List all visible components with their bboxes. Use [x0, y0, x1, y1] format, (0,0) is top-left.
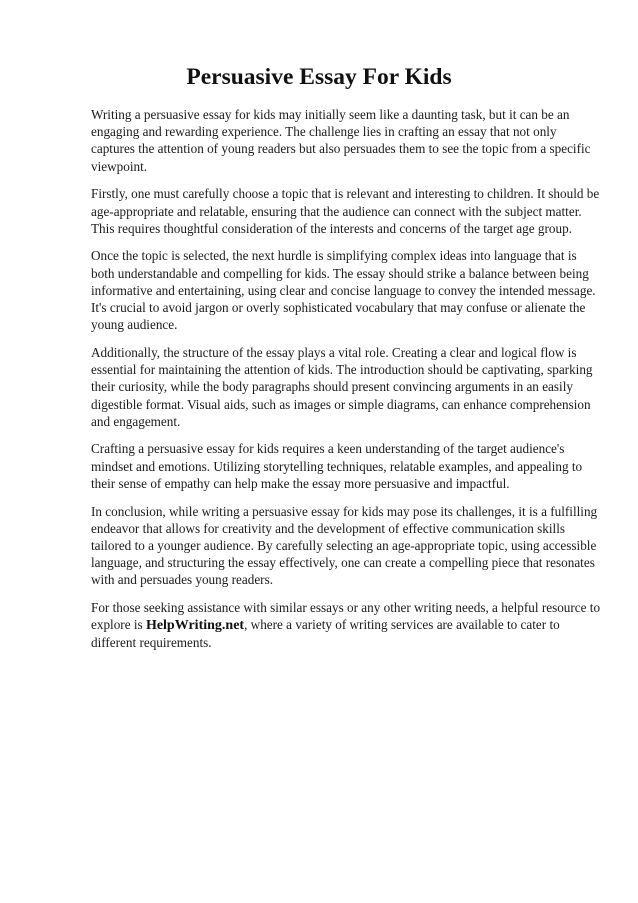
closing-text-after-link: , where a variety of writing services are available to cater to different requirements. [91, 617, 560, 651]
helpwriting-link[interactable]: HelpWriting.net [145, 618, 245, 634]
document-body [91, 106, 601, 662]
closing-text-before-link: For those seeking assistance with similar essays or any other writing needs, a helpful resource to explore is [91, 600, 601, 633]
paragraph-topic-choice: Firstly, one must carefully choose a topic that is relevant and interesting to children. It should be age-appropriate and relatable, ensuring that the audience can connect with the subject matter. This requires thoughtful consideration of the interests and concerns of the target age group. [91, 186, 600, 236]
paragraph-intro: Writing a persuasive essay for kids may initially seem like a daunting task, but it can be an engaging and rewarding experience. The challenge lies in crafting an essay that not only captures the attention of young readers but also persuades them to see the topic from a specific viewpoint. [91, 107, 591, 174]
paragraph-conclusion: In conclusion, while writing a persuasive essay for kids may pose its challenges, it is a fulfilling endeavor that allows for creativity and the development of effective communication skills tailored to a younger audience. By carefully selecting an age-appropriate topic, using accessible language, and structuring the essay effectively, one can create a compelling piece that resonates with and persuades young readers. [91, 503, 598, 588]
paragraph-closing [91, 599, 601, 652]
paragraph-simplifying: Once the topic is selected, the next hurdle is simplifying complex ideas into language that is both understandable and compelling for kids. The essay should strike a balance between being informative and entertaining, using clear and concise language to convey the intended message. It's crucial to avoid jargon or overly sophisticated vocabulary that may confuse or alienate the young audience. [91, 248, 596, 333]
paragraph-audience: Crafting a persuasive essay for kids requires a keen understanding of the target audience's mindset and emotions. Utilizing storytelling techniques, relatable examples, and appealing to their sense of empathy can help make the essay more persuasive and impactful. [91, 441, 583, 491]
paragraph-structure: Additionally, the structure of the essay plays a vital role. Creating a clear and logical flow is essential for maintaining the attention of kids. The introduction should be captivating, sparking their curiosity, while the body paragraphs should present convincing arguments in an easily digestible format. Visual aids, such as images or simple diagrams, can enhance comprehension and engagement. [91, 344, 593, 429]
page-title: Persuasive Essay For Kids [186, 64, 452, 90]
